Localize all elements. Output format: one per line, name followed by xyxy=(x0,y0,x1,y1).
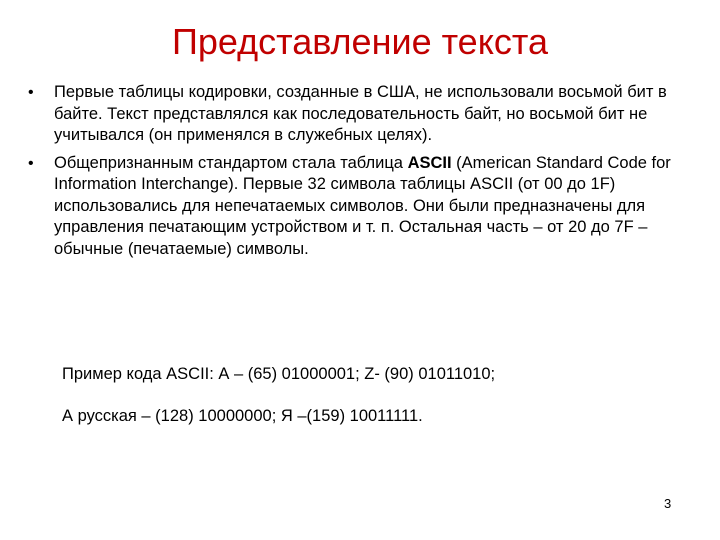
bullet-marker: • xyxy=(28,154,34,172)
example-line: Пример кода ASCII: А – (65) 01000001; Z- (90) 01011010; xyxy=(62,365,496,383)
bullet-item xyxy=(28,82,690,147)
page-number: 3 xyxy=(664,496,672,511)
bullet-text: Первые таблицы кодировки, созданные в США, не использовали восьмой бит в байте. Текст представлялся как последовательность байт, но восьмой бит не учитывался (он применялся в служебных целях). xyxy=(54,83,667,144)
example-line: А русская – (128) 10000000; Я –(159) 10011111. xyxy=(62,407,423,425)
bullet-item xyxy=(28,153,690,261)
bullet-text-bold: ASCII xyxy=(407,153,452,172)
bullet-text-end: (American Standard Code for Information Interchange). Первые 32 символа таблицы ASCII (от 00 до 1F) использовались для непечатаемых символов. Они были предназначены для управления печатающим устройством и т. п. Остальная часть – от 20 до 7F – обычные (печатаемые) символы. xyxy=(54,153,671,258)
bullet-list xyxy=(28,82,690,266)
bullet-marker: • xyxy=(28,84,34,101)
bullet-text-start: Общепризнанным стандартом стала таблица xyxy=(54,153,408,172)
slide-title: Представление текста xyxy=(172,21,548,62)
